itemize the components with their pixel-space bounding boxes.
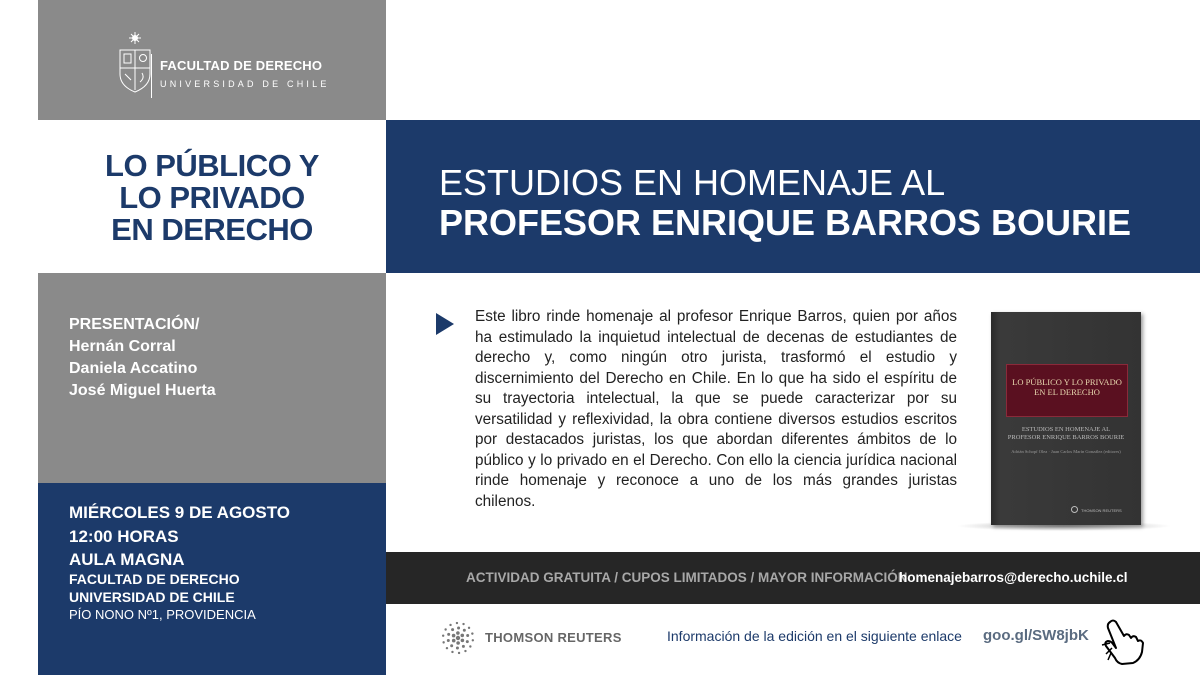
- publisher-logo-icon: [1071, 506, 1078, 513]
- contact-email-link[interactable]: homenajebarros@derecho.uchile.cl: [899, 570, 1128, 585]
- logo-dot: [462, 623, 464, 625]
- university-name: UNIVERSIDAD DE CHILE: [160, 79, 330, 89]
- logo-dot: [446, 647, 448, 649]
- logo-dot: [460, 634, 464, 638]
- logo-dot: [447, 639, 450, 642]
- book-cover-publisher: THOMSON REUTERS: [1081, 508, 1122, 513]
- event-time: 12:00 HORAS: [69, 527, 179, 546]
- logo-dot: [447, 633, 450, 636]
- event-address: PÍO NONO Nº1, PROVIDENCIA: [69, 607, 256, 622]
- pointing-hand-cursor-icon: [1100, 618, 1144, 666]
- logo-dot: [456, 622, 458, 624]
- logo-dot: [471, 632, 473, 634]
- event-info-block: [38, 483, 386, 675]
- logo-dot: [458, 652, 460, 654]
- book-cover-subtitle: ESTUDIOS EN HOMENAJE AL PROFESOR ENRIQUE BARROS BOURIE: [1007, 426, 1125, 441]
- logo-dot: [444, 628, 446, 630]
- logo-dot: [472, 639, 474, 641]
- university-crest-icon: [116, 30, 154, 94]
- logo-dot: [469, 645, 471, 647]
- series-title-line: EN DERECHO: [111, 212, 313, 247]
- series-title: [38, 150, 386, 246]
- series-title-block: [38, 120, 386, 273]
- play-bullet-icon: [436, 313, 454, 335]
- info-text: ACTIVIDAD GRATUITA / CUPOS LIMITADOS / MAYOR INFORMACIÓN: [466, 570, 908, 585]
- book-description: Este libro rinde homenaje al profesor Enrique Barros, quien por años ha estimulado la inquietud intelectual de decenas de estudiantes de derecho y, como ningún otro jurista, trasformó el estudio y discernimiento del Derecho en Chile. En lo que ha sido el espíritu de su trayectoria intelectual, la que se puede caracterizar por su versatilidad y reflexividad, la obra contiene diversos estudios escritos por destacados juristas, los que abordan diferentes ámbitos de lo público y lo privado en el Derecho. Con ello la ciencia jurídica nacional rinde homenaje y reconoce a uno de los más grandes juristas chilenos.: [475, 308, 957, 510]
- logo-dot: [456, 641, 460, 645]
- presenters-block: [38, 273, 386, 483]
- logo-dot: [463, 629, 466, 632]
- logo-dot: [456, 646, 459, 649]
- header-band: [386, 120, 1200, 273]
- logo-dot: [461, 639, 465, 643]
- logo-dot: [451, 628, 454, 631]
- book-cover-label: [1006, 364, 1128, 417]
- series-title-line: LO PÚBLICO Y: [105, 148, 319, 183]
- book-cover: [991, 312, 1141, 525]
- event-room: AULA MAGNA: [69, 550, 185, 569]
- series-title-line: LO PRIVADO: [119, 180, 305, 215]
- logo-dot: [457, 627, 460, 630]
- publisher-name: THOMSON REUTERS: [485, 630, 622, 645]
- presenter-name: Hernán Corral: [69, 338, 176, 355]
- faculty-name: FACULTAD DE DERECHO: [160, 58, 323, 73]
- edition-link[interactable]: goo.gl/SW8jbK: [983, 627, 1089, 644]
- info-band: [386, 552, 1200, 604]
- logo-dot: [468, 627, 470, 629]
- event-venue: UNIVERSIDAD DE CHILE: [69, 589, 235, 605]
- logo-dot: [462, 645, 465, 648]
- logo-dot: [452, 639, 456, 643]
- logo-divider: [151, 54, 152, 98]
- book-heading-line1: ESTUDIOS EN HOMENAJE AL: [439, 162, 946, 203]
- event-date: MIÉRCOLES 9 DE AGOSTO: [69, 503, 291, 522]
- book-cover-title: LO PÚBLICO Y LO PRIVADO EN EL DERECHO: [1012, 377, 1122, 397]
- thomson-reuters-logo-icon: [440, 620, 476, 656]
- logo-dot: [449, 624, 451, 626]
- logo-dot: [466, 634, 469, 637]
- presenters-heading: PRESENTACIÓN/: [69, 316, 200, 333]
- book-cover-editors: Adrián Schopf Olea · Juan Carlos Marín González (editores): [1011, 449, 1121, 454]
- book-heading-line2: PROFESOR ENRIQUE BARROS BOURIE: [439, 202, 1132, 243]
- logo-dot: [452, 634, 456, 638]
- presenter-name: José Miguel Huerta: [69, 382, 216, 399]
- event-venue: FACULTAD DE DERECHO: [69, 571, 240, 587]
- logo-dot: [466, 640, 469, 643]
- logo-dot: [442, 635, 444, 637]
- edition-info-text: Información de la edición en el siguiente enlace: [667, 628, 962, 644]
- logo-dot: [451, 651, 453, 653]
- presenter-name: Daniela Accatino: [69, 360, 198, 377]
- logo-dot: [442, 641, 444, 643]
- logo-dot: [456, 631, 460, 635]
- logo-dot: [464, 650, 466, 652]
- logo-dot: [450, 644, 453, 647]
- logo-dot: [456, 636, 460, 640]
- logo-block: [38, 0, 386, 120]
